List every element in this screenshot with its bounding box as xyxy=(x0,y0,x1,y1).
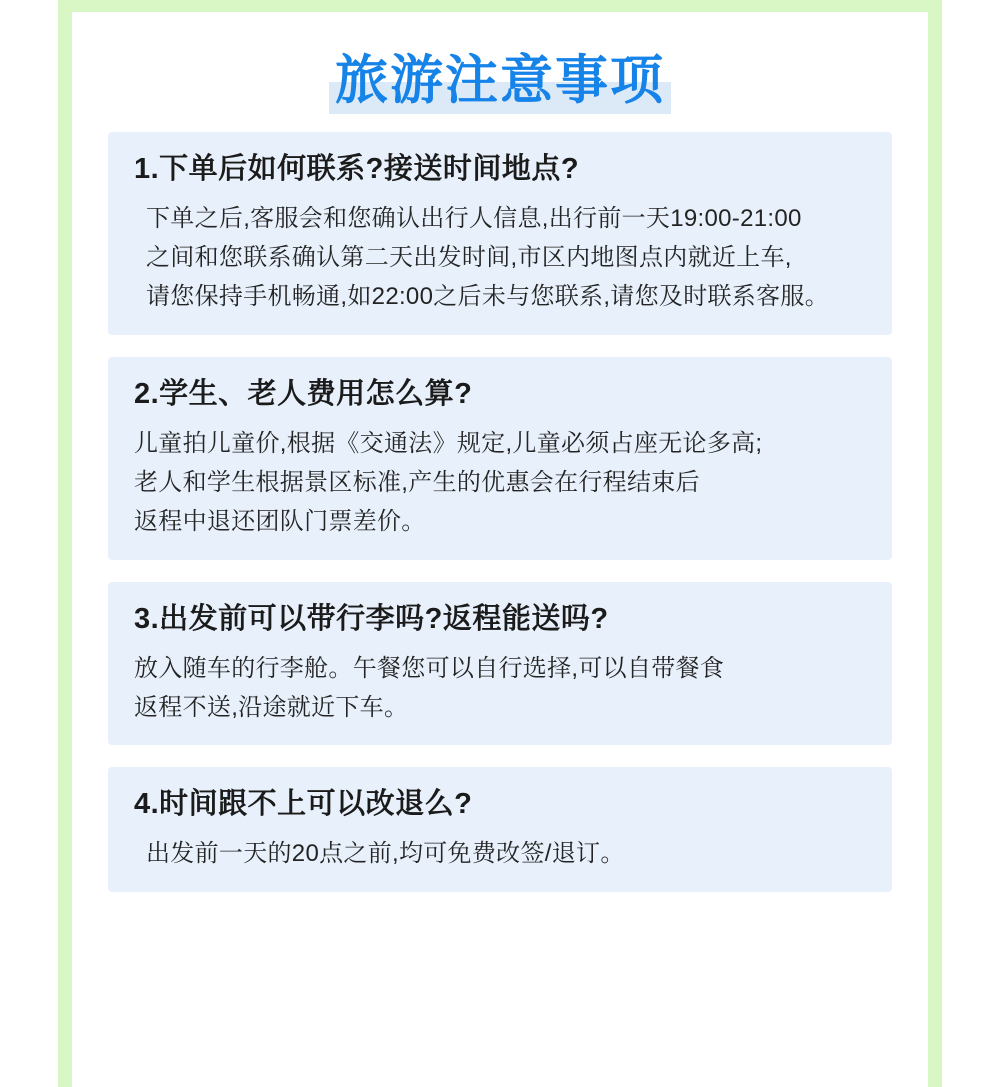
faq-item-1 xyxy=(108,132,892,335)
right-margin xyxy=(942,0,1000,1087)
faq-question-2: 2.学生、老人费用怎么算? xyxy=(134,377,473,410)
faq-answer-line: 儿童拍儿童价,根据《交通法》规定,儿童必须占座无论多高; xyxy=(134,430,763,458)
faq-answer-1 xyxy=(146,200,870,317)
faq-answer-line: 返程不送,沿途就近下车。 xyxy=(134,693,409,721)
content-card xyxy=(72,12,928,1087)
faq-question-1: 1.下单后如何联系?接送时间地点? xyxy=(134,153,580,186)
title-container xyxy=(94,12,906,132)
faq-answer-line: 放入随车的行李舱。午餐您可以自行选择,可以自带餐食 xyxy=(134,654,725,682)
faq-answer-2 xyxy=(134,425,870,542)
left-margin xyxy=(0,0,58,1087)
faq-question-3: 3.出发前可以带行李吗?返程能送吗? xyxy=(134,602,609,635)
faq-answer-line: 出发前一天的20点之前,均可免费改签/退订。 xyxy=(146,840,625,868)
faq-answer-line: 返程中退还团队门票差价。 xyxy=(134,507,426,535)
faq-item-2 xyxy=(108,357,892,560)
faq-question-4: 4.时间跟不上可以改退么? xyxy=(134,788,473,821)
faq-answer-line: 请您保持手机畅通,如22:00之后未与您联系,请您及时联系客服。 xyxy=(146,283,829,311)
faq-answer-4 xyxy=(146,835,870,874)
page-title: 旅游注意事项 xyxy=(329,52,671,114)
faq-answer-line: 下单之后,客服会和您确认出行人信息,出行前一天19:00-21:00 xyxy=(146,205,802,233)
faq-answer-line: 老人和学生根据景区标准,产生的优惠会在行程结束后 xyxy=(134,468,700,496)
faq-item-4 xyxy=(108,767,892,892)
faq-item-3 xyxy=(108,582,892,746)
faq-answer-3 xyxy=(134,650,870,728)
faq-answer-line: 之间和您联系确认第二天出发时间,市区内地图点内就近上车, xyxy=(146,244,792,272)
